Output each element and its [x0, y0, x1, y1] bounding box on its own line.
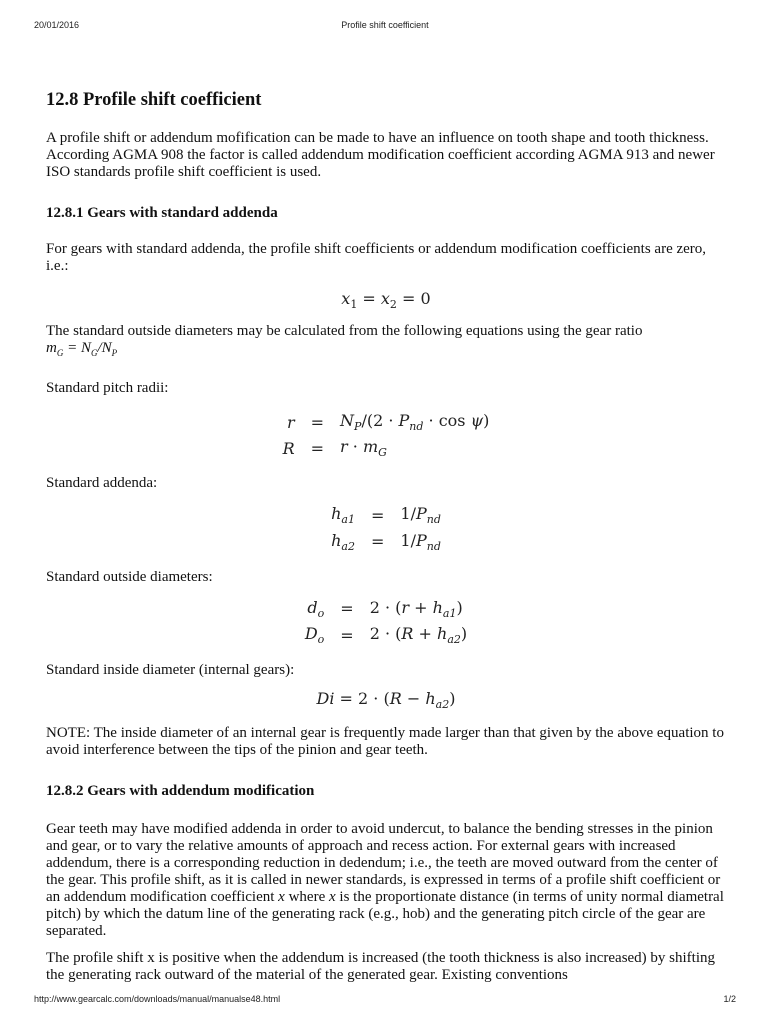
- subsection-title-standard: 12.8.1 Gears with standard addenda: [46, 205, 278, 221]
- variable-x: x: [278, 889, 285, 906]
- modification-text-b: where: [288, 889, 326, 906]
- equation-pitch-radii: r = $N_P/(2 \cdot P_{nd} \cdot \cos \psi)$ R = $r \cdot m_G$: [282, 411, 490, 460]
- standard-addenda-paragraph: For gears with standard addenda, the profile shift coefficients or addendum modification coefficients are zero, i.e.:: [46, 241, 707, 274]
- document-body: [46, 88, 726, 984]
- positive-shift-paragraph: The profile shift x is positive when the addendum is increased (the tooth thickness is also increased) by shifting the generating rack outward of the material of the generated gear. Existing conventions: [46, 950, 716, 984]
- footer-url[interactable]: http://www.gearcalc.com/downloads/manual/manualse48.html: [34, 994, 281, 1004]
- modification-text-c: is the proportionate distance (in terms of unity normal diametral pitch) by which the datum line of the generating rack (e.g., hob) and the generating pitch circle of the gear are separated.: [46, 889, 724, 940]
- page-header: [34, 20, 736, 32]
- equation-outside-diameters: $d_o$ = $2 \cdot (r + h_{a1})$ $D_o$ = $2 \cdot (R + h_{a2})$: [304, 597, 468, 647]
- section-title: 12.8 Profile shift coefficient: [46, 90, 262, 110]
- outside-diameters-label: Standard outside diameters:: [46, 568, 213, 585]
- modification-text-a: Gear teeth may have modified addenda in order to avoid undercut, to balance the bending stresses in the pinion and gear, or to vary the relative amounts of approach and recess action. For external gears with increased addendum, there is a corresponding reduction in dedendum; i.e., the teeth are moved outward from the center of the gear. This profile shift, as it is called in newer standards, is expressed in terms of a profile shift coefficient or an addendum modification coefficient: [46, 821, 721, 906]
- equation-addenda: $h_{a1}$ = $1/P_{nd}$ $h_{a2}$ = $1/P_{nd}$: [331, 504, 441, 553]
- footer-page-number: 1/2: [723, 994, 736, 1004]
- header-title: Profile shift coefficient: [341, 20, 429, 30]
- note-paragraph: NOTE: The inside diameter of an internal gear is frequently made larger than that given by the above equation to avoid interference between the tips of the pinion and gear teeth.: [46, 725, 724, 759]
- header-date: 20/01/2016: [34, 20, 80, 30]
- equation-zero-shift: $x_1 = x_2 = 0$: [341, 289, 431, 312]
- intro-paragraph: A profile shift or addendum mofification can be made to have an influence on tooth shape and tooth thickness. According AGMA 908 the factor is called addendum modification coefficient according AGMA 913 and newer ISO standards profile shift coefficient is used.: [46, 130, 715, 180]
- outside-diameter-text: The standard outside diameters may be calculated from the following equations using the gear ratio: [46, 323, 643, 339]
- addenda-label: Standard addenda:: [46, 475, 158, 492]
- page-footer: [34, 994, 736, 1006]
- equation-inside-diameter: $Di = 2 \cdot (R - h_{a2})$: [316, 689, 456, 712]
- inside-diameter-label: Standard inside diameter (internal gears):: [46, 662, 295, 679]
- outside-diameter-paragraph: [46, 323, 726, 362]
- pitch-radii-label: Standard pitch radii:: [46, 380, 169, 396]
- subsection-title-modification: 12.8.2 Gears with addendum modification: [46, 783, 315, 800]
- modification-paragraph: [46, 821, 726, 940]
- variable-x: x: [328, 889, 336, 906]
- gear-ratio-formula: $m_G = N_G/N_P$: [46, 340, 118, 358]
